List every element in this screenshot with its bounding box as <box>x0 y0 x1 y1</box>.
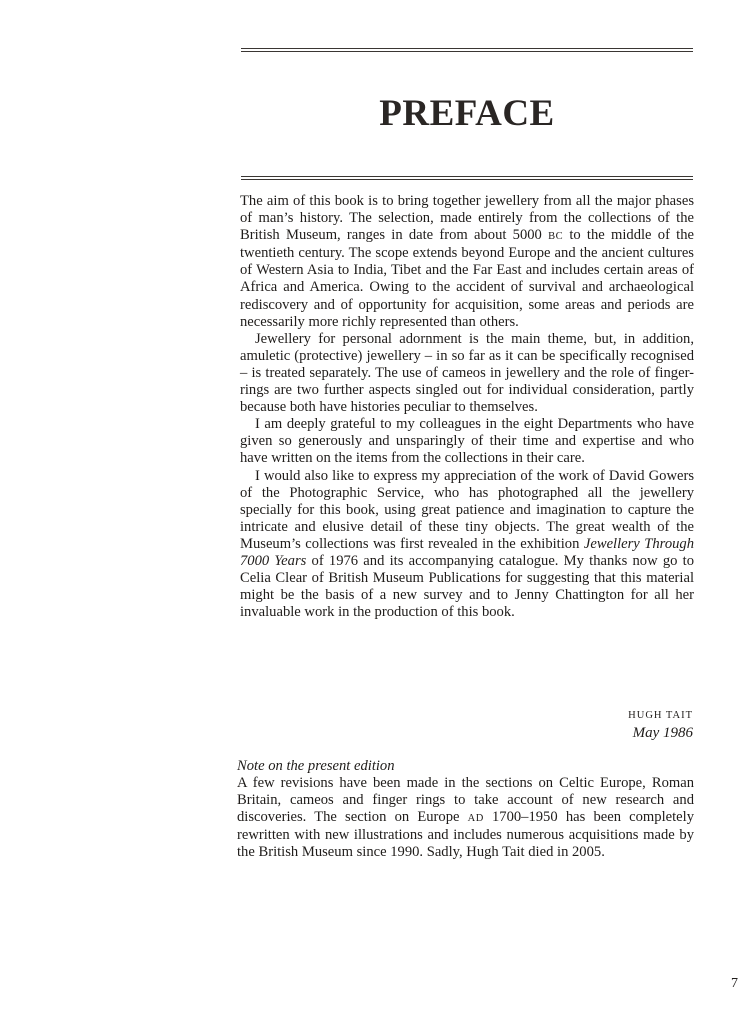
edition-note <box>237 758 694 862</box>
preface-paragraph-4-text-b: of 1976 and its accompanying catalogue. My thanks now go to Celia Clear of British Museum Publications for suggesting that this material might be the basis of a new survey and to Jenny Chattington for all her invaluable work in the production of this book. <box>240 552 694 621</box>
era-abbreviation-bc: BC <box>548 231 564 243</box>
page-number: 7 <box>731 976 738 991</box>
edition-note-text <box>237 775 694 861</box>
edition-note-text-a: A few revisions have been made in the sections on Celtic Europe, Roman Britain, cameos and finger rings to take account of new research and discoveries. The section on Europe <box>237 775 694 826</box>
preface-paragraph-1-text-b: to the middle of the twentieth century. The scope extends beyond Europe and the ancient cultures of Western Asia to India, Tibet and the Far East and includes certain areas of Africa and America. Owing to the accident of survival and archaeological rediscovery and of opportunity for acquisition, some areas and periods are necessarily more richly represented than others. <box>240 227 694 330</box>
title-top-rule <box>241 48 693 52</box>
title-bottom-rule <box>241 176 693 180</box>
preface-paragraph-3: I am deeply grateful to my colleagues in the eight Departments who have given so generously and unsparingly of their time and expertise and who have written on the items from the collections in their care. <box>240 416 694 467</box>
era-abbreviation-ad: AD <box>467 813 484 825</box>
exhibition-title: Jewellery Through 7000 Years <box>240 535 695 569</box>
page-title: PREFACE <box>379 93 555 134</box>
preface-paragraph-1 <box>240 193 694 331</box>
signature-date: May 1986 <box>632 725 693 741</box>
preface-body <box>240 193 694 621</box>
edition-note-title: Note on the present edition <box>237 758 395 774</box>
preface-paragraph-4-text-a: I would also like to express my appreciation of the work of David Gowers of the Photographic Service, who has photographed all the jewellery specially for this book, using great patience and imagination to capture the intricate and elusive detail of these tiny objects. The great wealth of the Museum’s collections was first revealed in the exhibition <box>240 467 694 552</box>
signature-block <box>240 708 693 743</box>
edition-note-text-b: 1700–1950 has been completely rewritten with new illustrations and includes numerous acquisitions made by the British Museum since 1990. Sadly, Hugh Tait died in 2005. <box>237 809 694 861</box>
preface-paragraph-1-text-a: The aim of this book is to bring together jewellery from all the major phases of man’s history. The selection, made entirely from the collections of the British Museum, ranges in date from about 5000 <box>240 193 694 244</box>
preface-paragraph-2: Jewellery for personal adornment is the main theme, but, in addition, amuletic (protective) jewellery – in so far as it can be specifically recognised – is treated separately. The use of cameos in jewellery and the role of finger-rings are two further aspects singled out for individual consideration, partly because both have histories peculiar to themselves. <box>240 330 694 416</box>
preface-paragraph-4 <box>240 468 694 622</box>
author-name: HUGH TAIT <box>628 710 693 721</box>
